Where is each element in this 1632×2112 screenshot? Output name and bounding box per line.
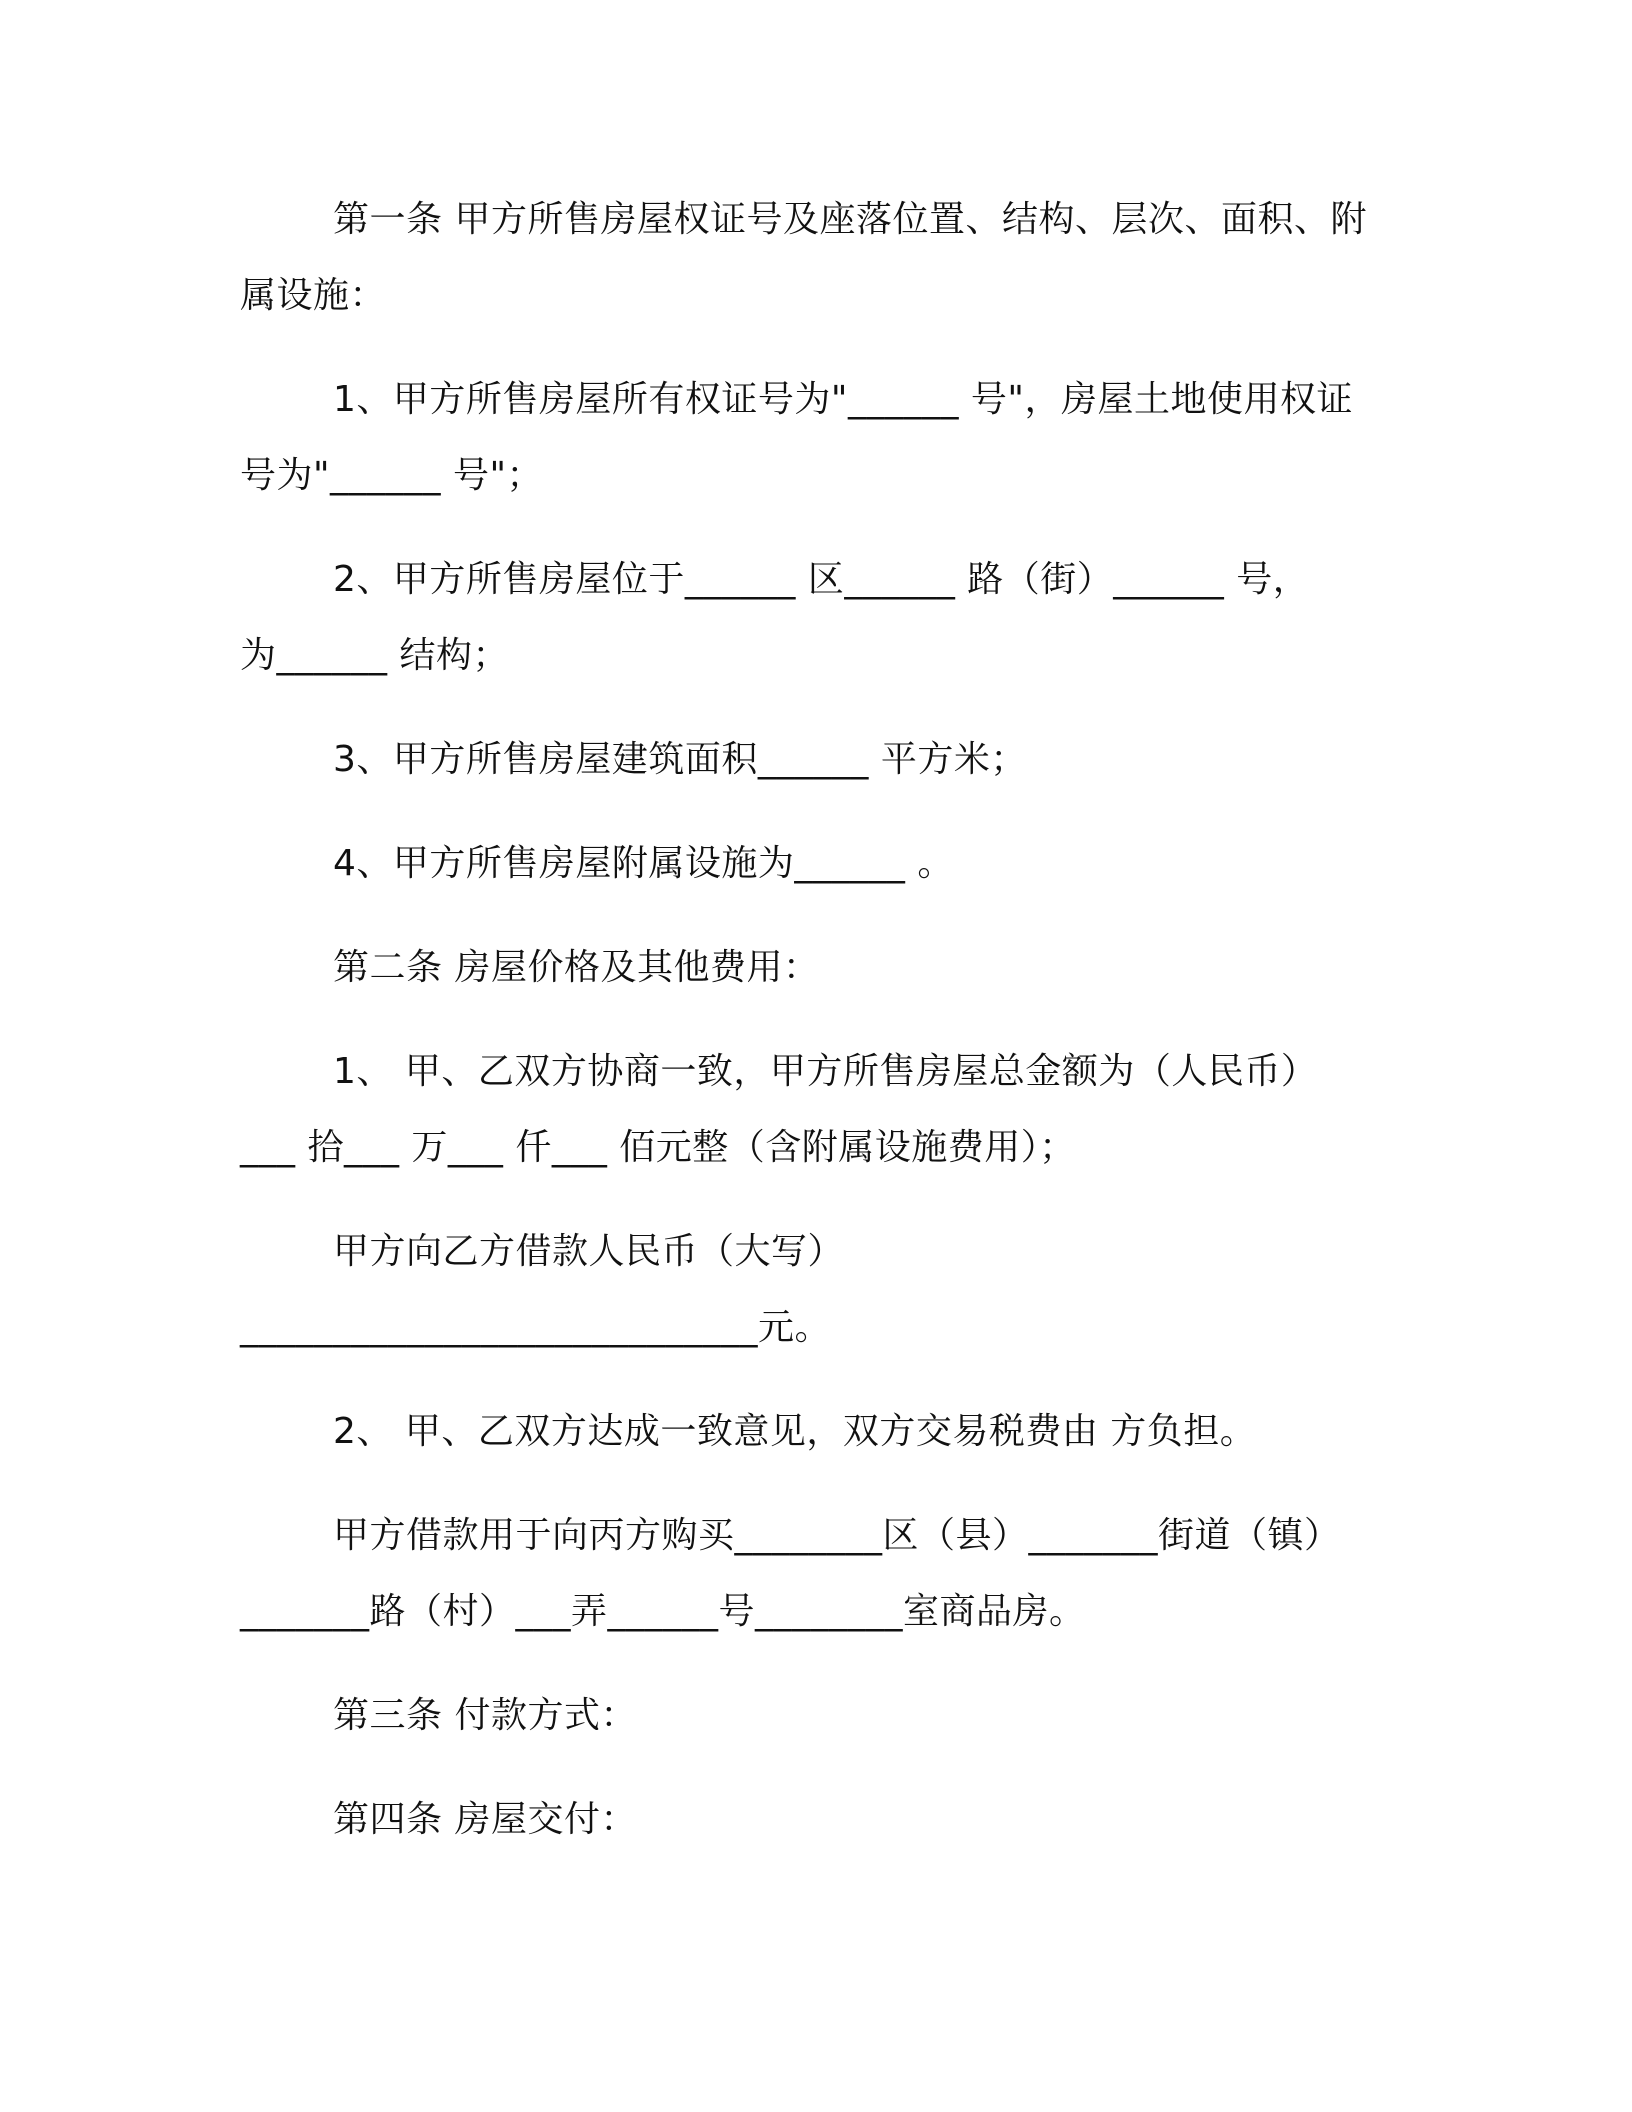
clause-2-item-1-line-1: 1、 甲、乙双方协商一致，甲方所售房屋总金额为（人民币） xyxy=(333,1051,1318,1092)
clause-2-item-2: 2、 甲、乙双方达成一致意见，双方交易税费由 方负担。 xyxy=(333,1411,1257,1452)
loan-purpose-line-1: 甲方借款用于向丙方购买________区（县）_______街道（镇） xyxy=(333,1515,1341,1556)
clause-1-item-4: 4、甲方所售房屋附属设施为______ 。 xyxy=(333,843,954,884)
loan-amount-line-2: ____________________________元。 xyxy=(240,1307,831,1348)
loan-purpose-line-2: _______路（村）___弄______号________室商品房。 xyxy=(240,1591,1086,1632)
clause-3-heading: 第三条 付款方式： xyxy=(333,1695,637,1736)
clause-1-heading-line-2: 属设施： xyxy=(240,275,387,316)
clause-1-heading-line-1: 第一条 甲方所售房屋权证号及座落位置、结构、层次、面积、附 xyxy=(333,199,1367,240)
clause-4-heading: 第四条 房屋交付： xyxy=(333,1799,637,1840)
clause-1-item-2-line-2: 为______ 结构； xyxy=(240,635,509,676)
clause-2-item-1-line-2: ___ 拾___ 万___ 仟___ 佰元整（含附属设施费用）； xyxy=(240,1127,1076,1168)
clause-1-item-1-line-2: 号为"______ 号"； xyxy=(240,455,544,496)
clause-1-item-1-line-1: 1、甲方所售房屋所有权证号为"______ 号"，房屋土地使用权证 xyxy=(333,379,1353,420)
clause-1-item-2-line-1: 2、甲方所售房屋位于______ 区______ 路（街）______ 号， xyxy=(333,559,1310,600)
loan-amount-line-1: 甲方向乙方借款人民币（大写） xyxy=(333,1231,845,1272)
clause-1-item-3: 3、甲方所售房屋建筑面积______ 平方米； xyxy=(333,739,1027,780)
clause-2-heading: 第二条 房屋价格及其他费用： xyxy=(333,947,820,988)
